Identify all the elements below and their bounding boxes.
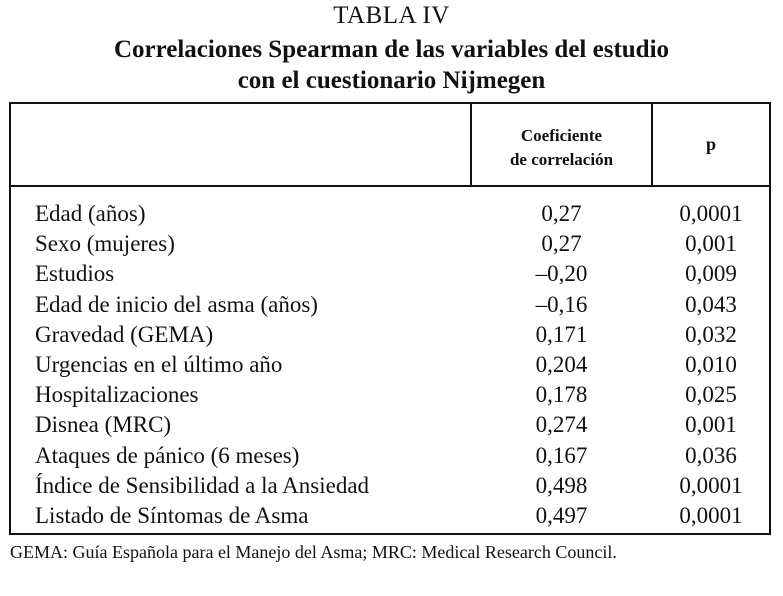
coefficient-cell: –0,16 xyxy=(535,291,588,317)
table-row xyxy=(11,501,769,531)
table-header-row xyxy=(11,104,769,187)
p-value-cell: 0,001 xyxy=(685,412,737,438)
p-value-cell: 0,036 xyxy=(685,442,737,468)
variable-cell: Índice de Sensibilidad a la Ansiedad xyxy=(35,472,370,498)
coefficient-cell: 0,167 xyxy=(535,442,588,468)
table-row xyxy=(11,320,769,350)
coefficient-cell: 0,498 xyxy=(535,472,588,498)
header-coefficient-line-2: de correlación xyxy=(509,150,614,169)
table-row xyxy=(11,410,769,440)
p-value-cell: 0,0001 xyxy=(679,502,743,528)
coefficient-cell: 0,27 xyxy=(541,201,582,226)
p-value-cell: 0,0001 xyxy=(679,472,743,498)
p-value-cell: 0,001 xyxy=(685,231,737,257)
variable-cell: Disnea (MRC) xyxy=(35,412,172,438)
table-row xyxy=(11,259,769,289)
coefficient-cell: 0,274 xyxy=(535,412,588,438)
coefficient-cell: 0,171 xyxy=(535,321,588,347)
table-row xyxy=(11,229,769,259)
header-coefficient-line-1: Coeficiente xyxy=(520,126,603,145)
variable-cell: Urgencias en el último año xyxy=(35,351,283,377)
table-body xyxy=(11,199,769,531)
coefficient-cell: 0,204 xyxy=(535,351,588,377)
table-row xyxy=(11,471,769,501)
table-label: TABLA IV xyxy=(333,2,450,29)
variable-cell: Edad (años) xyxy=(35,201,146,226)
table-footnote: GEMA: Guía Española para el Manejo del Asma; MRC: Medical Research Council. xyxy=(10,542,617,562)
p-value-cell: 0,043 xyxy=(685,291,737,317)
table-row xyxy=(11,441,769,471)
variable-cell: Hospitalizaciones xyxy=(35,382,199,408)
table-title-line-2: con el cuestionario Nijmegen xyxy=(237,67,546,94)
table-row xyxy=(11,350,769,380)
p-value-cell: 0,0001 xyxy=(679,201,743,226)
correlation-table xyxy=(9,102,771,535)
header-p-value: p xyxy=(705,134,716,154)
variable-cell: Gravedad (GEMA) xyxy=(35,321,214,347)
coefficient-cell: 0,178 xyxy=(535,382,588,408)
p-value-cell: 0,010 xyxy=(685,351,737,377)
table-row xyxy=(11,380,769,410)
table-title xyxy=(0,34,783,96)
p-value-cell: 0,025 xyxy=(685,382,737,408)
variable-cell: Ataques de pánico (6 meses) xyxy=(35,442,300,468)
p-value-cell: 0,009 xyxy=(685,261,737,287)
table-row xyxy=(11,290,769,320)
table-title-line-1: Correlaciones Spearman de las variables del estudio xyxy=(113,36,670,63)
coefficient-cell: 0,497 xyxy=(535,502,588,528)
variable-cell: Estudios xyxy=(35,261,115,287)
coefficient-cell: –0,20 xyxy=(535,261,588,287)
variable-cell: Sexo (mujeres) xyxy=(35,231,175,257)
header-coefficient xyxy=(472,124,651,172)
coefficient-cell: 0,27 xyxy=(541,231,582,257)
p-value-cell: 0,032 xyxy=(685,321,737,347)
variable-cell: Edad de inicio del asma (años) xyxy=(35,291,318,317)
table-row xyxy=(11,199,769,229)
variable-cell: Listado de Síntomas de Asma xyxy=(35,502,309,528)
